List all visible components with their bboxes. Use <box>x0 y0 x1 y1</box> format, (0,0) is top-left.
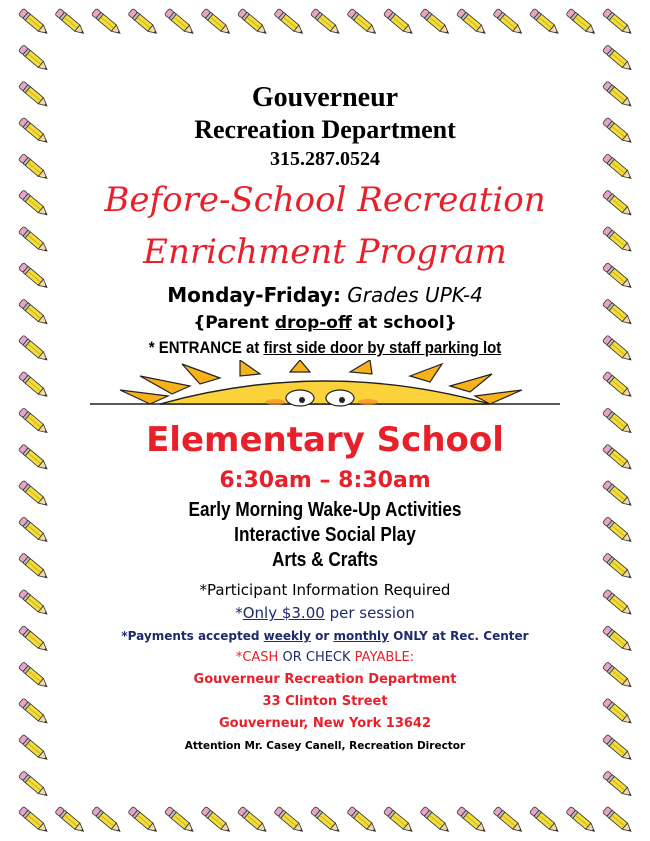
pencil-icon <box>237 806 268 834</box>
pencil-icon <box>602 371 633 399</box>
entrance-prefix: * ENTRANCE at <box>148 338 264 357</box>
pencil-icon <box>237 8 268 36</box>
pencil-icon <box>18 698 49 726</box>
pay-suffix: ONLY at Rec. Center <box>388 629 529 643</box>
pencil-icon <box>602 698 633 726</box>
pencil-icon <box>18 335 49 363</box>
pencil-icon <box>91 8 122 36</box>
pencil-icon <box>18 625 49 653</box>
dropoff-emphasis: drop-off <box>274 313 352 333</box>
price-line <box>60 601 590 625</box>
pencil-icon <box>602 226 633 254</box>
pencil-icon <box>602 771 633 799</box>
pencil-icon <box>18 662 49 690</box>
info-required: *Participant Information Required <box>199 581 451 599</box>
org-department: Recreation Department <box>194 115 456 144</box>
pencil-icon <box>55 8 86 36</box>
pencil-icon <box>493 806 524 834</box>
pencil-icon <box>18 553 49 581</box>
attention-line: Attention Mr. Casey Canell, Recreation Director <box>184 740 466 752</box>
pencil-icon <box>602 625 633 653</box>
pencil-icon <box>274 806 305 834</box>
payment-note <box>60 625 590 647</box>
pencil-icon <box>420 806 451 834</box>
price-emphasis: Only $3.00 <box>242 604 325 622</box>
schedule-days <box>60 280 590 310</box>
pencil-icon <box>602 734 633 762</box>
pencil-icon <box>347 8 378 36</box>
pencil-icon <box>602 262 633 290</box>
pencil-icon <box>529 806 560 834</box>
street-address: 33 Clinton Street <box>262 694 388 709</box>
pencil-icon <box>18 480 49 508</box>
pencil-icon <box>18 262 49 290</box>
header-section <box>60 82 590 360</box>
dropoff-note <box>60 310 590 336</box>
pencil-icon <box>602 408 633 436</box>
pencil-icon <box>18 45 49 73</box>
program-title-line2: Enrichment Program <box>143 232 507 272</box>
pencil-icon <box>201 806 232 834</box>
pencil-icon <box>18 444 49 472</box>
details-section <box>60 418 590 755</box>
phone-number: 315.287.0524 <box>270 148 380 170</box>
pencil-icon <box>18 408 49 436</box>
pencil-icon <box>529 8 560 36</box>
pencil-icon <box>18 226 49 254</box>
pencil-icon <box>18 299 49 327</box>
pencil-icon <box>274 8 305 36</box>
entrance-note <box>92 336 558 360</box>
pencil-icon <box>602 154 633 182</box>
pencil-icon <box>602 589 633 617</box>
pencil-icon <box>18 8 49 36</box>
pencil-icon <box>566 806 597 834</box>
dropoff-prefix: {Parent <box>193 313 275 333</box>
pencil-icon <box>18 371 49 399</box>
cash-prefix: * <box>235 650 243 665</box>
pencil-icon <box>18 117 49 145</box>
pencil-icon <box>18 734 49 762</box>
activity-item: Interactive Social Play <box>234 524 416 546</box>
payee-name: Gouverneur Recreation Department <box>193 672 457 687</box>
pencil-icon <box>602 480 633 508</box>
entrance-emphasis: first side door by staff parking lot <box>263 338 502 357</box>
pencil-icon <box>128 806 159 834</box>
pencil-icon <box>164 8 195 36</box>
sun-icon <box>90 360 560 408</box>
pencil-icon <box>18 589 49 617</box>
dropoff-suffix: at school} <box>351 313 457 333</box>
pencil-icon <box>18 154 49 182</box>
pencil-icon <box>310 806 341 834</box>
pencil-icon <box>493 8 524 36</box>
pencil-icon <box>602 517 633 545</box>
pencil-icon <box>55 806 86 834</box>
pencil-icon <box>602 299 633 327</box>
price-prefix: * <box>235 604 243 622</box>
cash-payable: PAYABLE: <box>354 650 415 665</box>
pay-weekly: weekly <box>263 629 311 643</box>
pencil-icon <box>347 806 378 834</box>
city-address: Gouverneur, New York 13642 <box>218 716 432 731</box>
pencil-icon <box>18 190 49 218</box>
pencil-icon <box>201 8 232 36</box>
cash-check-note <box>60 647 590 669</box>
pencil-icon <box>602 553 633 581</box>
pencil-icon <box>456 806 487 834</box>
pencil-icon <box>566 8 597 36</box>
pencil-icon <box>602 662 633 690</box>
cash-or: OR <box>282 650 302 665</box>
pencil-icon <box>18 81 49 109</box>
days-label: Monday-Friday: <box>167 283 341 307</box>
pencil-icon <box>18 771 49 799</box>
pencil-icon <box>456 8 487 36</box>
pencil-icon <box>602 335 633 363</box>
school-name: Elementary School <box>146 420 504 460</box>
pencil-icon <box>602 45 633 73</box>
session-time: 6:30am – 8:30am <box>219 468 431 493</box>
pencil-icon <box>383 806 414 834</box>
activity-item: Early Morning Wake-Up Activities <box>188 499 462 521</box>
pencil-icon <box>602 806 633 834</box>
pencil-icon <box>420 8 451 36</box>
program-title-line1: Before-School Recreation <box>104 180 546 220</box>
pay-prefix: *Payments accepted <box>121 629 264 643</box>
pencil-icon <box>602 8 633 36</box>
pencil-icon <box>310 8 341 36</box>
price-suffix: per session <box>324 604 415 622</box>
pay-monthly: monthly <box>333 629 389 643</box>
pencil-icon <box>602 444 633 472</box>
pencil-icon <box>602 117 633 145</box>
cash-text: CASH <box>242 650 283 665</box>
pencil-icon <box>128 8 159 36</box>
pencil-icon <box>383 8 414 36</box>
grades-label: Grades UPK-4 <box>347 283 483 307</box>
activity-item: Arts & Crafts <box>271 549 379 571</box>
org-name: Gouverneur <box>251 82 399 113</box>
pencil-icon <box>164 806 195 834</box>
pencil-icon <box>18 806 49 834</box>
pay-or: or <box>310 629 334 643</box>
pencil-icon <box>602 81 633 109</box>
cash-check: CHECK <box>301 650 355 665</box>
pencil-icon <box>91 806 122 834</box>
pencil-icon <box>18 517 49 545</box>
pencil-icon <box>602 190 633 218</box>
